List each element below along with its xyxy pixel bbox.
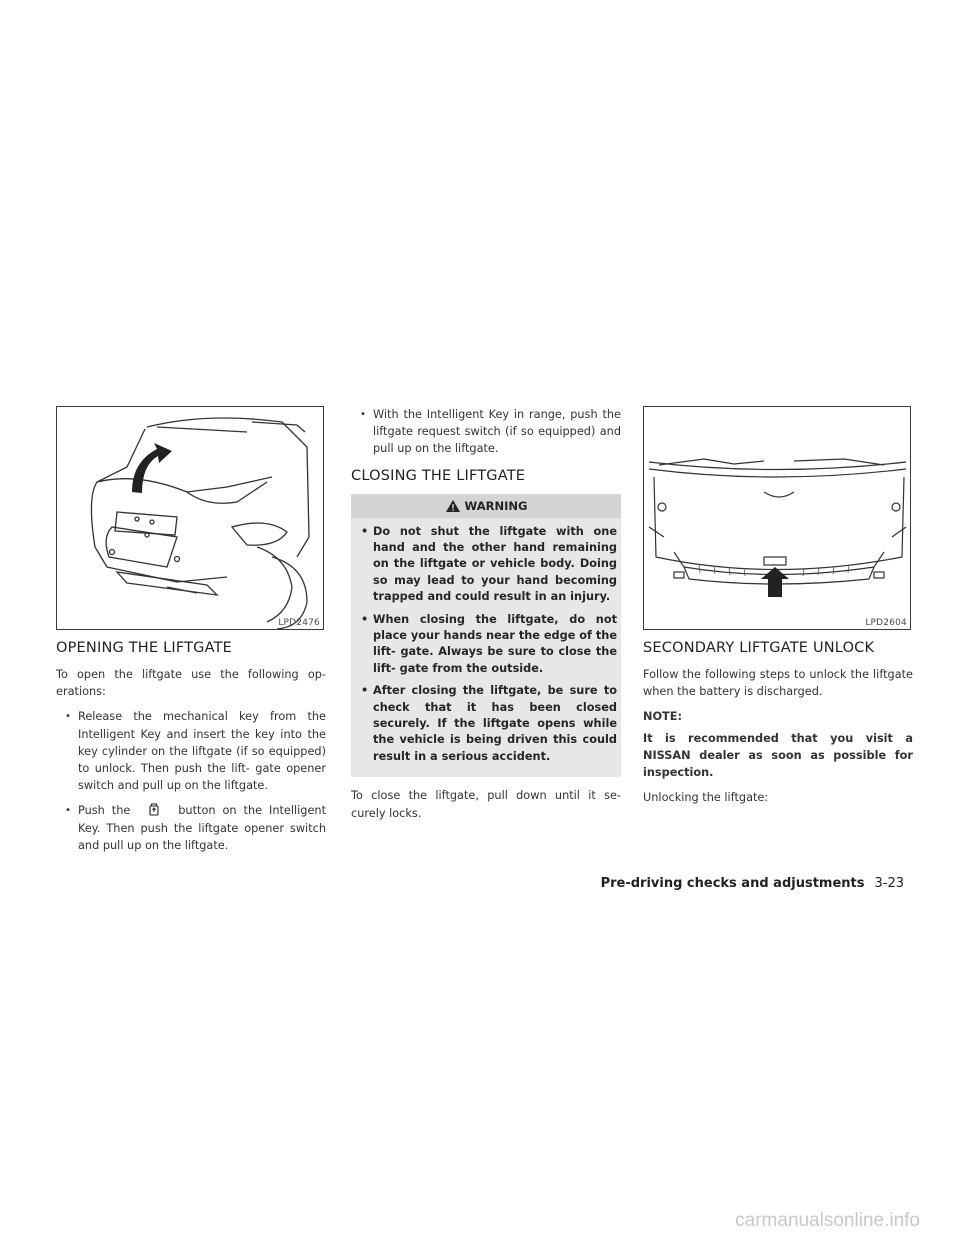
list-item: • Release the mechanical key from the Intelligent Key and insert the key into the key cylinder on the liftgate (if so equipped) to unlock. Then push the lift- gate opener switch and pull up on the liftgate. bbox=[56, 708, 326, 794]
push-text-after: button on the Intelligent Key. Then push the liftgate opener switch and pull up on the liftgate. bbox=[78, 804, 327, 852]
figure-liftgate-opening bbox=[56, 406, 324, 630]
opening-intro: To open the liftgate use the following op- erations: bbox=[56, 668, 326, 699]
warning-title: WARNING bbox=[464, 498, 528, 513]
column-opening bbox=[56, 406, 326, 862]
section-heading-opening: OPENING THE LIFTGATE bbox=[56, 640, 233, 656]
liftgate-interior-illustration bbox=[644, 407, 911, 630]
closing-text: To close the liftgate, pull down until it se- curely locks. bbox=[351, 789, 621, 820]
liftgate-button-icon bbox=[137, 802, 171, 816]
note-text: It is recommended that you visit a NISSAN dealer as soon as possible for inspection. bbox=[643, 731, 913, 780]
watermark: carmanualsonline.info bbox=[735, 1210, 920, 1231]
list-item: • With the Intelligent Key in range, push the liftgate request switch (if so equipped) and pull up on the liftgate. bbox=[351, 406, 621, 458]
warning-item: • Do not shut the liftgate with one hand and the other hand remaining on the liftgate or vehicle body. Doing so may lead to your hand becoming trapped and could result in an injury. bbox=[359, 524, 617, 606]
figure-liftgate-interior bbox=[643, 406, 911, 630]
warning-triangle-icon bbox=[445, 499, 461, 513]
car-rear-illustration bbox=[57, 407, 324, 630]
figure-label: LPD2476 bbox=[278, 618, 320, 628]
warning-item: • After closing the liftgate, be sure to check that it has been closed securely. If the liftgate opens while the vehicle is being driven this could result in a serious accident. bbox=[359, 683, 617, 765]
warning-list bbox=[351, 518, 621, 766]
page-footer bbox=[601, 876, 904, 891]
warning-header bbox=[351, 494, 621, 518]
page-number: 3-23 bbox=[874, 876, 904, 891]
section-heading-closing: CLOSING THE LIFTGATE bbox=[351, 467, 526, 484]
secondary-intro: Follow the following steps to unlock the liftgate when the battery is discharged. bbox=[643, 668, 913, 699]
arrow-icon bbox=[761, 567, 789, 597]
warning-box bbox=[351, 494, 621, 778]
figure-label: LPD2604 bbox=[865, 618, 907, 628]
column-closing bbox=[351, 406, 621, 830]
opening-bullets bbox=[56, 708, 326, 854]
arrow-icon bbox=[132, 443, 172, 493]
section-heading-secondary: SECONDARY LIFTGATE UNLOCK bbox=[643, 640, 875, 656]
chapter-title: Pre-driving checks and adjustments bbox=[600, 876, 865, 891]
closing-top-bullets bbox=[351, 406, 621, 458]
note-label: NOTE: bbox=[643, 710, 682, 724]
unlocking-text: Unlocking the liftgate: bbox=[643, 791, 769, 805]
push-text-before: Push the bbox=[78, 804, 131, 818]
column-secondary-unlock bbox=[643, 406, 913, 814]
list-item bbox=[56, 802, 326, 854]
warning-item: • When closing the liftgate, do not place your hands near the edge of the lift- gate. Always be sure to close the lift- gate from the outside. bbox=[359, 612, 617, 678]
